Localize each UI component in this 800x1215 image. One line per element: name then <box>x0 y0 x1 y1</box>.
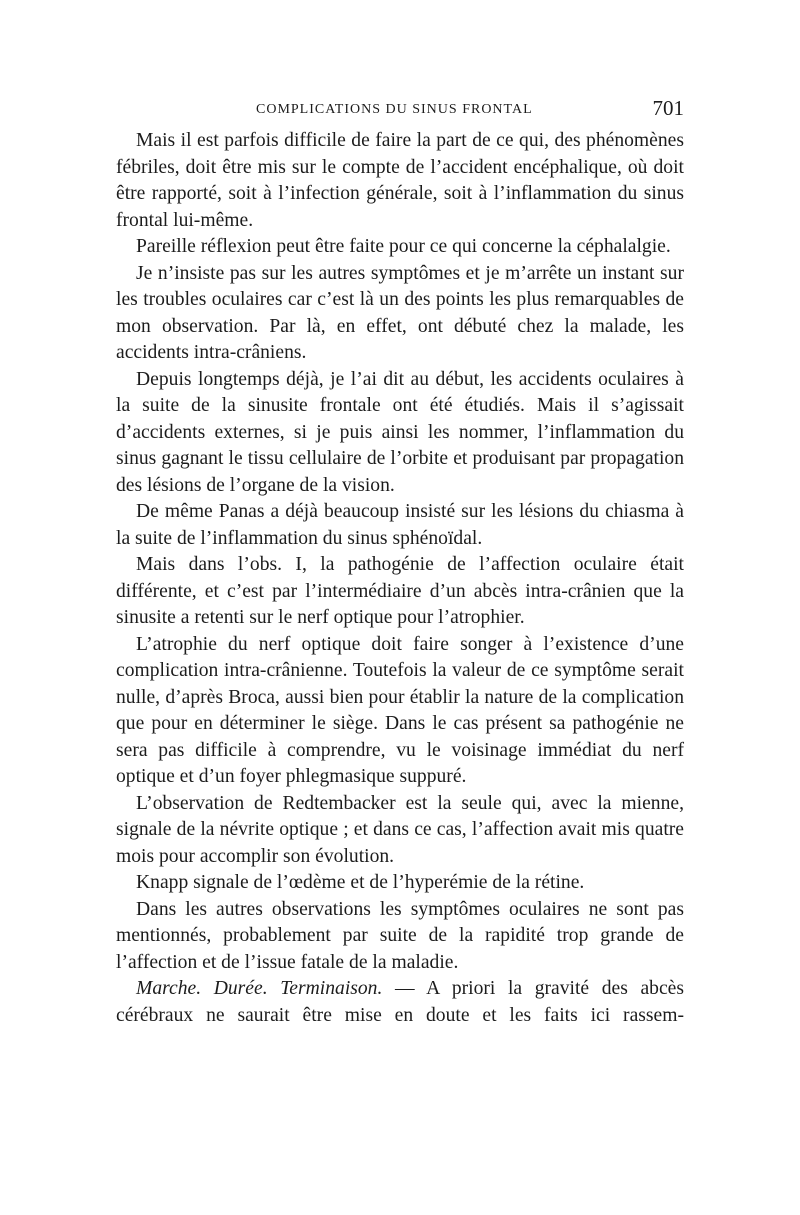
paragraph: Pareille réflexion peut être faite pour ce qui concerne la céphalalgie. <box>136 236 671 257</box>
section-heading-italic: Marche. Durée. Terminaison. <box>136 978 383 999</box>
paragraph: Mais il est parfois difficile de faire la part de ce qui, des phénomènes fébriles, doit être mis sur le compte de l’accident encéphalique, où doit être rapporté, soit à l’infection générale, soit à l’inflammation du sinus frontal lui-même. <box>116 130 684 231</box>
paragraph: L’atrophie du nerf optique doit faire songer à l’existence d’une complication intra-crânienne. Toutefois la valeur de ce symptôme serait nulle, d’après Broca, aussi bien pour établir la nature de la complication que pour en déterminer le siège. Dans le cas présent sa pathogénie ne sera pas difficile à comprendre, vu le voisinage immédiat du nerf optique et d’un foyer phlegmasique suppuré. <box>116 633 684 787</box>
running-title: COMPLICATIONS DU SINUS FRONTAL <box>256 102 533 117</box>
paragraph-continuation: — A priori la gravité des abcès cérébraux ne saurait être mise en doute et les faits ici rassem- <box>116 978 684 1026</box>
paragraph-marche-duree-terminaison <box>116 976 684 1029</box>
page-number: 701 <box>652 96 684 120</box>
paragraph: Dans les autres observations les symptômes oculaires ne sont pas mentionnés, probablement par suite de la rapidité trop grande de l’affection et de l’issue fatale de la maladie. <box>116 898 684 973</box>
paragraph: Depuis longtemps déjà, je l’ai dit au début, les accidents oculaires à la suite de la sinusite frontale ont été étudiés. Mais il s’agissait d’accidents externes, si je puis ainsi les nommer, l’inflammation du sinus gagnant le tissu cellulaire de l’orbite et produisant par propagation des lésions de l’organe de la vision. <box>116 368 684 496</box>
paragraph: De même Panas a déjà beaucoup insisté sur les lésions du chiasma à la suite de l’inflammation du sinus sphénoïdal. <box>116 501 684 549</box>
paragraph: Je n’insiste pas sur les autres symptômes et je m’arrête un instant sur les troubles oculaires car c’est là un des points les plus remarquables de mon observation. Par là, en effet, ont débuté chez la malade, les accidents intra-crâniens. <box>116 262 684 363</box>
paragraph: Knapp signale de l’œdème et de l’hyperémie de la rétine. <box>136 872 585 893</box>
running-head <box>116 96 684 124</box>
body-text <box>116 128 684 1029</box>
paragraph: Mais dans l’obs. I, la pathogénie de l’affection oculaire était différente, et c’est par l’intermédiaire d’un abcès intra-crânien que la sinusite a retenti sur le nerf optique pour l’atrophier. <box>116 554 684 628</box>
paragraph: L’observation de Redtembacker est la seule qui, avec la mienne, signale de la névrite optique ; et dans ce cas, l’affection avait mis quatre mois pour accomplir son évolution. <box>116 792 684 867</box>
